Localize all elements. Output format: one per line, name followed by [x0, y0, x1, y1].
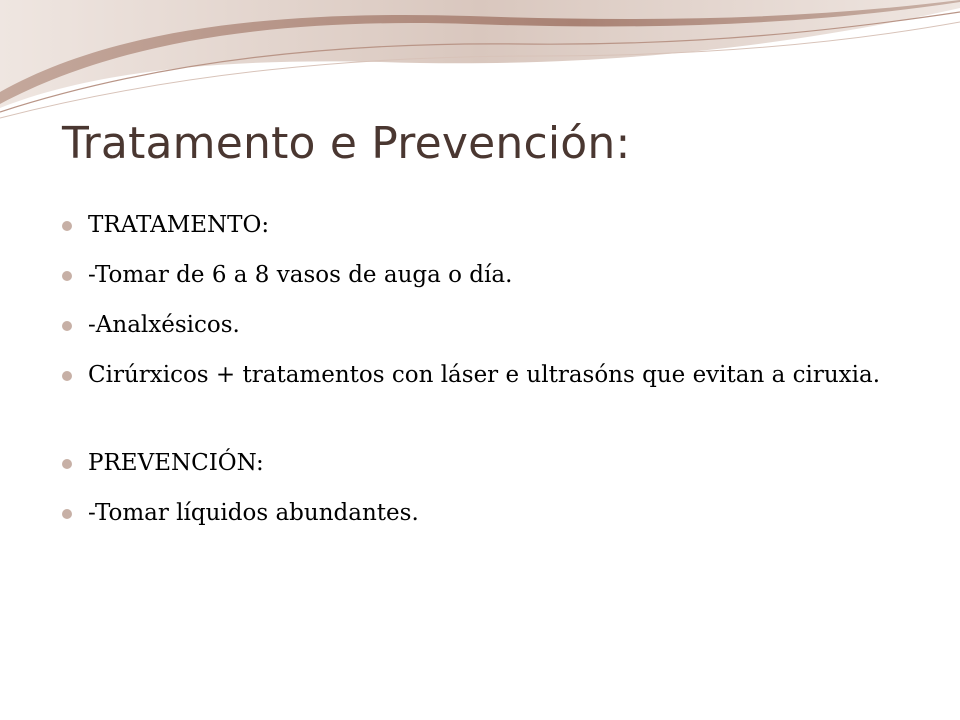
bullet-text: -Analxésicos.	[88, 312, 240, 338]
bullet-list	[62, 208, 922, 546]
bullet-text: PREVENCIÓN:	[88, 450, 264, 476]
bullet-item	[62, 496, 922, 530]
bullet-dot-icon	[62, 321, 72, 331]
bullet-dot-icon	[62, 371, 72, 381]
bullet-item	[62, 358, 922, 392]
bullet-text: TRATAMENTO:	[88, 212, 270, 238]
bullet-item	[62, 308, 922, 342]
bullet-text: Cirúrxicos + tratamentos con láser e ultrasóns que evitan a ciruxia.	[88, 362, 881, 388]
bullet-text: -Tomar de 6 a 8 vasos de auga o día.	[88, 262, 513, 288]
decorative-header-swoosh	[0, 0, 960, 120]
bullet-dot-icon	[62, 271, 72, 281]
bullet-item	[62, 446, 922, 480]
bullet-dot-icon	[62, 221, 72, 231]
bullet-dot-icon	[62, 509, 72, 519]
bullet-text: -Tomar líquidos abundantes.	[88, 500, 419, 526]
slide-title: Tratamento e Prevención:	[62, 118, 631, 169]
bullet-item	[62, 258, 922, 292]
bullet-item	[62, 208, 922, 242]
bullet-dot-icon	[62, 459, 72, 469]
